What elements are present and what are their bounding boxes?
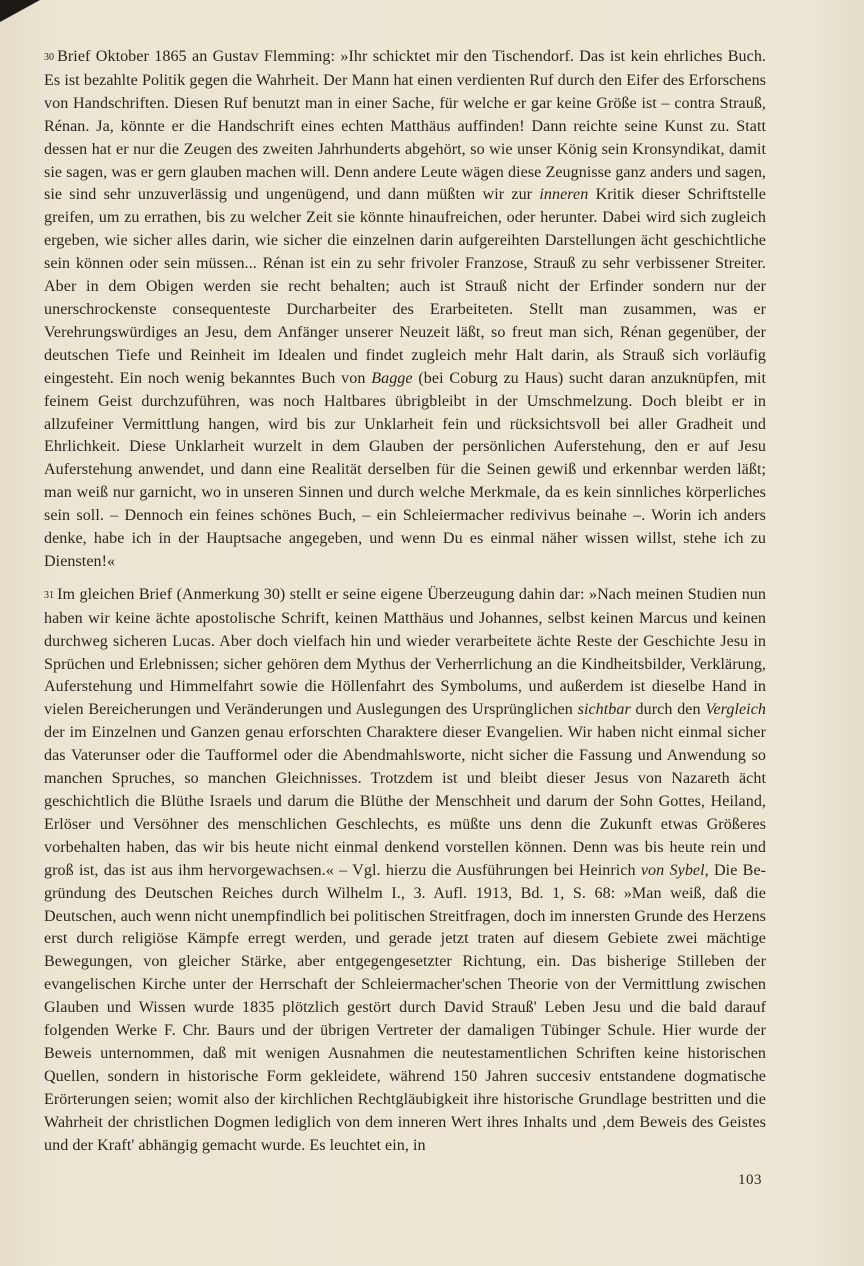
scan-corner-shadow	[0, 0, 40, 22]
footnote-text	[44, 48, 766, 570]
emphasized-text: Bagge	[371, 369, 413, 387]
text-run: Im gleichen Brief (Anmerkung 30) stellt er seine eigene Überzeugung dahin dar: »Nach meinen Studien nun haben wir keine ächte apostolische Schrift, keinen Matthäus und Johannes, selbst keinen Marcus und keinen durchweg sicheren Lucas. Aber doch vielfach hin und wieder verarbeitete ächte Reste der Geschichte Jesu in Sprüchen und Erlebnissen; sicher gehören dem Mythus der Verherrlichung an die Kindheitsbilder, Verklärung, Auferstehung und Himmelfahrt sowie die Höllenfahrt des Symbolums, und außerdem ist dieselbe Hand in vielen Bereicherungen und Veränderungen und Auslegungen des Ursprünglichen	[44, 585, 766, 719]
text-run: der im Einzelnen und Ganzen genau erforschten Charaktere dieser Evangelien. Wir haben nicht einmal sicher das Vaterunser oder die Taufformel oder die Abendmahlsworte, nicht sicher die Fassung und Anwendung so manchen Spruches, so manchen Gleichnisses. Trotzdem ist und bleibt dieser Jesus von Nazareth ächt geschichtlich die Blüthe Israels und darum die Blüthe der Menschheit und darum der Sohn Gottes, Heiland, Erlöser und Versöhner des menschlichen Geschlechts, es müßte uns denn die Zukunft etwas Größeres vorbehalten haben, das wir bis heute nicht einmal denkend vorstellen können. Denn was bis heute rein und groß ist, das ist aus ihm hervorgewachsen.« – Vgl. hierzu die Ausführungen bei Heinrich	[44, 724, 766, 879]
text-run: (bei Coburg zu Haus) sucht daran anzuknüpfen, mit feinem Geist durchzuführen, was noch Haltbares übrigbleibt in der Umschmelzung. Doch bleibt er in allzufeiner Vermittlung hangen, wird bis zur Unklarheit fein und rücksichtsvoll bei aller Gradheit und Ehrlichkeit. Diese Unklarheit wurzelt in dem Glauben der persönlichen Auferstehung, den er auf Jesu Auferstehung anwendet, und dann eine Realität derselben für die Seinen gewiß und erkennbar werden läßt; man weiß nur garnicht, wo in unseren Sinnen und durch welche Merkmale, da es kein sinnliches körperliches sein soll. – Dennoch ein feines schönes Buch, – ein Schleiermacher redivivus beinahe –. Worin ich anders denke, habe ich in der Hauptsache angegeben, und wenn Du es einmal näher wissen willst, stehe ich zu Diensten!«	[44, 369, 766, 570]
text-run: Kritik dieser Schriftstelle greifen, um zu errathen, bis zu welcher Zeit sie könnte hinaufreichen, oder herunter. Dabei wird sich zugleich ergeben, wie sicher alles darin, wie sicher die einzelnen darin aufgereihten Darstellungen ächt geschichtliche sein können oder sein müssen... Rénan ist ein zu sehr frivoler Franzose, Strauß zu sehr verbissener Streiter. Aber in dem Obigen werden sie recht behalten; auch ist Strauß nicht der Erfinder sondern nur der unerschrockenste consequenteste Durcharbeiter des Erarbeiteten. Stellt man zusammen, was er Verehrungswürdiges an Jesu, dem Anfänger unserer Neuzeit läßt, so freut man sich, Rénan gegenüber, der deutschen Tiefe und Reinheit im Idealen und findet zugleich mehr Halt darin, als Strauß sich vorläufig eingesteht. Ein noch wenig bekanntes Buch von	[44, 186, 766, 387]
footnote-30	[44, 46, 766, 574]
page-number: 103	[738, 1172, 762, 1188]
footnote-text	[44, 586, 766, 1154]
text-column	[44, 46, 766, 1168]
emphasized-text: von Sybel,	[640, 861, 709, 879]
emphasized-text: sichtbar	[577, 701, 631, 719]
footnote-31	[44, 584, 766, 1158]
footnote-number: 31	[44, 589, 55, 601]
footnote-number: 30	[44, 52, 55, 63]
emphasized-text: Vergleich	[705, 701, 766, 719]
text-run: Die Begründung des Deutschen Reiches durch Wilhelm I., 3. Aufl. 1913, Bd. 1, S. 68: »Man weiß, daß die Deutschen, auch wenn nicht unempfindlich bei politischen Streitfragen, doch im innersten Grunde des Herzens erst durch religiöse Kämpfe erregt werden, und gerade jetzt traten auf diesem Gebiete zwei mächtige Bewegungen, von gleicher Stärke, aber entgegengesetzter Richtung, ein. Das bisherige Stilleben der evangelischen Kirche unter der Herrschaft der Schleiermacher'schen Theorie von der Vermittlung zwischen Glauben und Wissen wurde 1835 plötzlich gestört durch David Strauß' Leben Jesu und die bald darauf folgenden Werke F. Chr. Baurs und der übrigen Vertreter der damaligen Tübinger Schule. Hier wurde der Beweis unternommen, daß mit wenigen Ausnahmen die neutestamentlichen Schriften keine historischen Quellen, sondern in historische Form gekleidete, während 150 Jahren succesiv entstandene dogmatische Erörterungen seien; womit also der kirchlichen Rechtgläubigkeit ihre historische Grundlage bestritten und die Wahrheit der christlichen Dogmen lediglich von dem inneren Wert ihres Inhalts und ‚dem Beweis des Geistes und der Kraft' abhängig gemacht wurde. Es leuchtet ein, in	[44, 861, 767, 1154]
text-run: durch den	[630, 701, 706, 719]
emphasized-text: inneren	[539, 186, 589, 204]
text-run: Brief Oktober 1865 an Gustav Flemming: »Ihr schicktet mir den Tischendorf. Das ist kein ehrliches Buch. Es ist bezahlte Politik gegen die Wahrheit. Der Mann hat einen verdienten Ruf durch den Eifer des Erforschens von Handschriften. Diesen Ruf benutzt man in einer Sache, für welche er gar keine Größe ist – contra Strauß, Rénan. Ja, könnte er die Handschrift eines echten Matthäus auffinden! Dann reichte seine Kunst zu. Statt dessen hat er nur die Zeugen des zweiten Jahrhunderts abgehört, so wie unser König sein Kronsyndikat, damit sie sagen, was er gern glauben machen will. Denn andere Leute wägen diese Zeugnisse ganz anders und sagen, sie sind sehr unzuverlässig und ungenügend, und dann müßten wir zur	[44, 48, 766, 204]
